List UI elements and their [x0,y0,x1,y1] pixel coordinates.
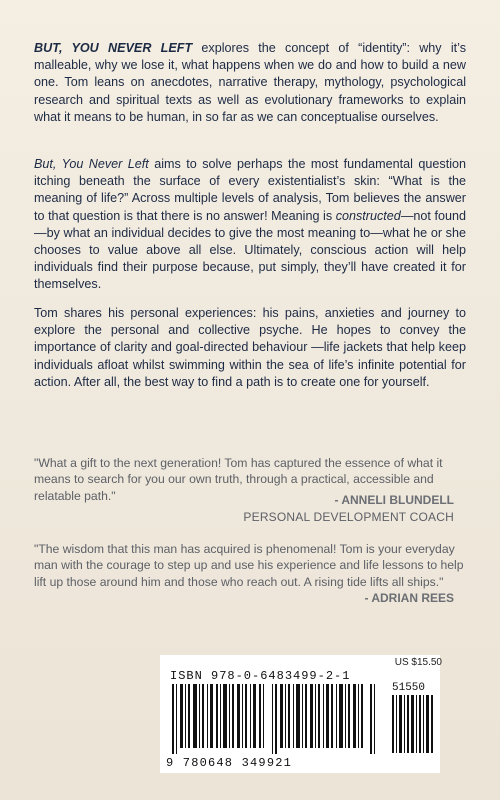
description-p2-text-a: aims to solve perhaps the most fundamental question itching beneath the surface of every existentialist’s skin: “What is the meaning of life?” Across multiple levels of analysis, Tom believes the answer to that question is that there is no answer! Meaning is [34,157,466,223]
book-title-lead: BUT, YOU NEVER LEFT [34,41,193,55]
testimonial-author-1: - ANNELI BLUNDELL [334,493,454,507]
emphasis-constructed: constructed [335,208,401,223]
description-paragraph-1 [34,40,466,126]
barcode-digits: 9 780648 349921 [166,756,293,770]
addon-barcode-bars-icon [392,695,436,753]
isbn-label: ISBN 978-0-6483499-2-1 [170,669,351,683]
description-p2-text-b: —not found—by what an individual decides to give the most meaning to—what he or she chooses to value above all else. Ultimately, conscious action will help individuals find their purpose because, put simply, they’ll have created it for themselves. [34,208,466,292]
testimonial-quote-2: "The wisdom that this man has acquired is phenomenal! Tom is your everyday man with the courage to step up and use his experience and life lessons to help lift up those around him and those who reach out. A rising tide lifts all ships." [34,542,464,589]
barcode-bars-icon [170,684,382,754]
testimonial-role-1: PERSONAL DEVELOPMENT COACH [243,510,454,524]
price-label: US $15.50 [394,657,442,668]
testimonial-author-2: - ADRIAN REES [364,591,454,605]
addon-code: 51550 [392,682,426,694]
description-p1-text: explores the concept of “identity”: why it’s malleable, why we lose it, what happens when we do and how to build a new one. Tom leans on anecdotes, narrative therapy, mythology, psychological research and spiritual texts as well as evolutionary frameworks to explain what it means to be human, in so far as we can conceptualise ourselves. [34,41,467,124]
book-title-inline: But, You Never Left [34,157,149,171]
description-paragraph-2 [34,156,466,294]
testimonial-quote-1: "What a gift to the next generation! Tom has captured the essence of what it means to search for you our own truth, through a practical, accessible and relatable path." [34,456,443,503]
description-paragraph-3: Tom shares his personal experiences: his pains, anxieties and journey to explore the personal and collective psyche. He hopes to convey the importance of clarity and goal-directed behaviour —life jackets that help keep individuals afloat whilst swimming within the sea of life’s infinite potential for action. After all, the best way to find a path is to create one for yourself. [34,306,466,389]
